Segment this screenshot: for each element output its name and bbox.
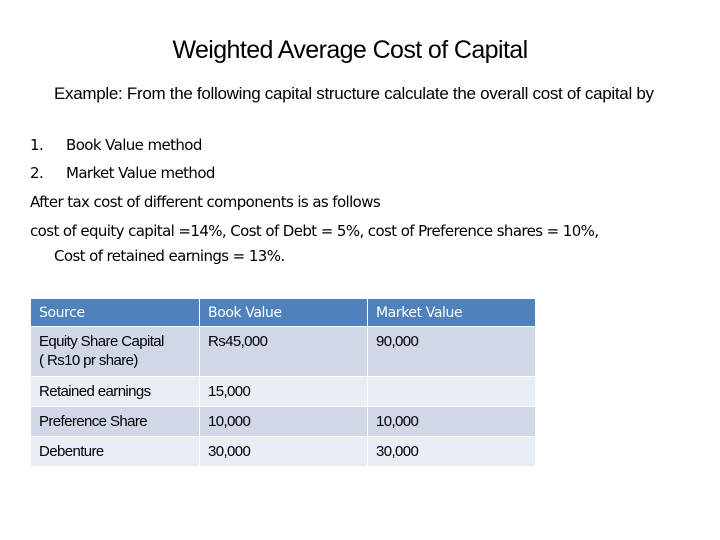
capital-structure-table — [30, 298, 536, 467]
cell-book-value: Rs45,000 — [200, 327, 368, 377]
cell-source — [31, 327, 200, 377]
retained-earnings-cost-text: Cost of retained earnings = 13%. — [54, 247, 285, 265]
cell-source: Retained earnings — [31, 377, 200, 407]
after-tax-text: After tax cost of different components is as follows — [30, 193, 381, 211]
header-book-value: Book Value — [200, 299, 368, 327]
cell-book-value: 30,000 — [200, 437, 368, 467]
source-detail: ( Rs10 pr share) — [39, 352, 138, 369]
cell-market-value: 90,000 — [368, 327, 536, 377]
slide-title: Weighted Average Cost of Capital — [172, 36, 528, 64]
method-item-book-value — [30, 136, 202, 154]
method-label: Market Value method — [66, 164, 215, 182]
cell-market-value — [368, 377, 536, 407]
cell-market-value: 30,000 — [368, 437, 536, 467]
table-row — [31, 327, 536, 377]
header-market-value: Market Value — [368, 299, 536, 327]
header-source: Source — [31, 299, 200, 327]
cell-source: Debenture — [31, 437, 200, 467]
table-header-row — [31, 299, 536, 327]
cell-source: Preference Share — [31, 407, 200, 437]
table-row — [31, 437, 536, 467]
cost-components-text: cost of equity capital =14%, Cost of Debt = 5%, cost of Preference shares = 10%, — [30, 222, 599, 240]
method-number: 2. — [30, 164, 44, 182]
intro-text: Example: From the following capital structure calculate the overall cost of capital by — [54, 84, 654, 103]
method-item-market-value — [30, 164, 215, 182]
method-label: Book Value method — [66, 136, 202, 154]
source-name: Equity Share Capital — [39, 333, 164, 350]
table-row — [31, 377, 536, 407]
cell-market-value: 10,000 — [368, 407, 536, 437]
method-number: 1. — [30, 136, 44, 154]
cell-book-value: 15,000 — [200, 377, 368, 407]
cell-book-value: 10,000 — [200, 407, 368, 437]
table-row — [31, 407, 536, 437]
